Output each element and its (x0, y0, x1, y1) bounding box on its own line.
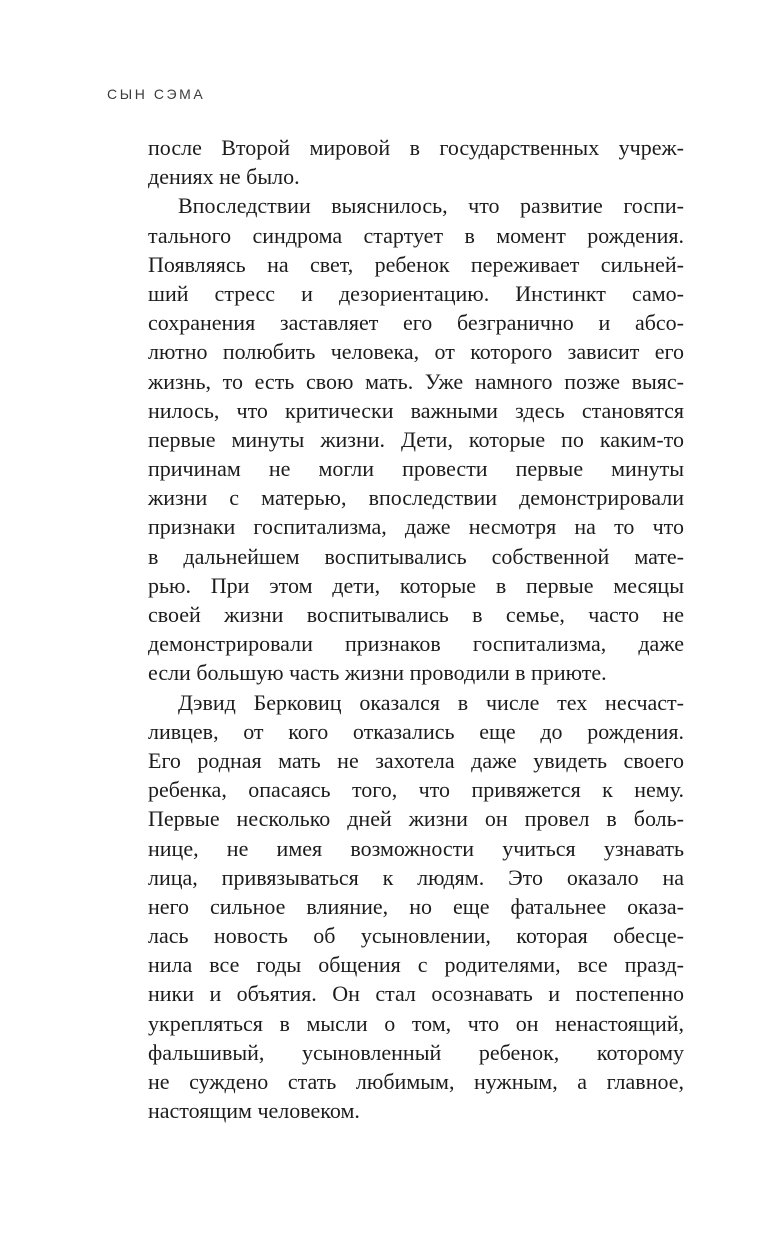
text-line: первые минуты жизни. Дети, которые по каким-то (148, 426, 684, 452)
text-line: нила все годы общения с родителями, все празд- (148, 952, 684, 978)
text-line: него сильное влияние, но еще фатальнее оказа- (148, 893, 684, 919)
text-line: укрепляться в мысли о том, что он ненастоящий, (148, 1010, 684, 1036)
text-line: Впоследствии выяснилось, что развитие госпи- (178, 193, 684, 219)
text-line: не суждено стать любимым, нужным, а главное, (148, 1069, 684, 1094)
paragraph (148, 191, 684, 687)
text-line: ники и объятия. Он стал осознавать и постепенно (148, 981, 684, 1007)
text-line: причинам не могли провести первые минуты (148, 456, 684, 482)
paragraph (148, 133, 684, 191)
text-line: тального синдрома стартует в момент рождения. (148, 222, 684, 248)
text-line: Дэвид Берковиц оказался в числе тех несчаст- (178, 689, 684, 715)
text-line: жизни с матерью, впоследствии демонстрировали (148, 485, 684, 511)
text-line: рью. При этом дети, которые в первые месяцы (148, 572, 684, 598)
text-line: Первые несколько дней жизни он провел в боль- (148, 806, 684, 832)
text-line: своей жизни воспитывались в семье, часто не (148, 602, 684, 627)
text-line: признаки госпитализма, даже несмотря на то что (148, 514, 684, 540)
text-line: лица, привязываться к людям. Это оказало на (148, 864, 684, 890)
page-text (148, 133, 684, 1125)
text-line: нилось, что критически важными здесь становятся (148, 397, 684, 423)
text-line: в дальнейшем воспитывались собственной мате- (148, 543, 684, 569)
text-line: Его родная мать не захотела даже увидеть своего (148, 747, 684, 773)
paragraph (148, 688, 684, 1126)
text-line: дениях не было. (148, 164, 300, 190)
text-line: лютно полюбить человека, от которого зависит его (148, 339, 684, 365)
text-line: жизнь, то есть свою мать. Уже намного позже выяс- (148, 368, 684, 394)
text-line: после Второй мировой в государственных учреж- (148, 135, 684, 160)
text-line: если большую часть жизни проводили в приюте. (148, 660, 607, 686)
text-line: настоящим человеком. (148, 1098, 360, 1124)
text-line: ший стресс и дезориентацию. Инстинкт само- (148, 280, 684, 306)
text-line: сохранения заставляет его безгранично и абсо- (148, 310, 684, 336)
text-line: фальшивый, усыновленный ребенок, которому (148, 1039, 684, 1065)
text-line: лась новость об усыновлении, которая обесце- (148, 923, 684, 949)
running-header: СЫН СЭМА (107, 86, 206, 102)
text-line: нице, не имея возможности учиться узнавать (148, 835, 684, 861)
text-line: демонстрировали признаков госпитализма, даже (148, 631, 684, 657)
text-line: Появляясь на свет, ребенок переживает сильней- (148, 251, 684, 277)
text-line: ливцев, от кого отказались еще до рождения. (148, 718, 684, 744)
text-line: ребенка, опасаясь того, что привяжется к нему. (148, 777, 684, 803)
